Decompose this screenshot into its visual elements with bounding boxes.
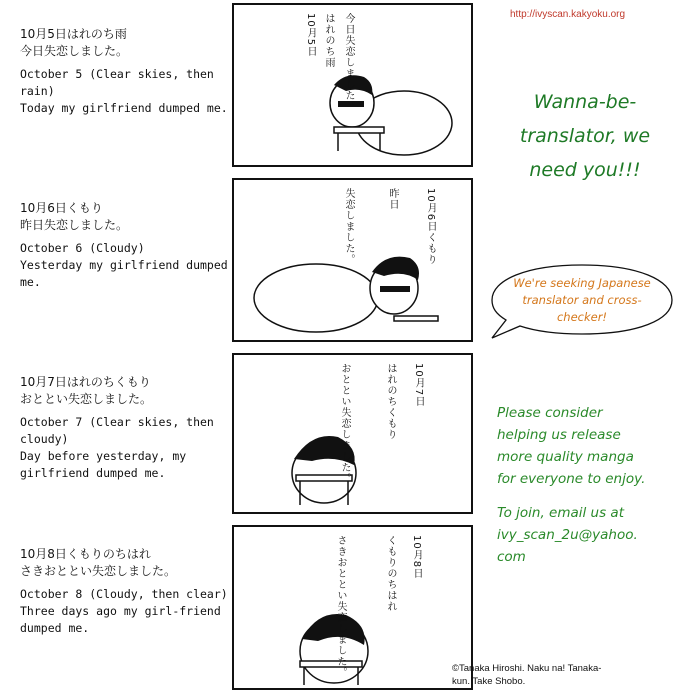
panel-text-left: 今日失恋しました。 xyxy=(343,13,354,112)
bubble-text xyxy=(502,275,662,326)
panel-illustration xyxy=(234,355,471,512)
panel-illustration xyxy=(234,527,471,688)
caption-jp-line: さきおととい失恋しました。 xyxy=(20,564,177,578)
bubble-line: checker! xyxy=(556,310,608,324)
recruit-heading xyxy=(510,85,660,187)
email-link[interactable] xyxy=(497,524,697,568)
manga-panel-2 xyxy=(232,178,473,342)
panel-text-right: 10月5日 xyxy=(305,13,316,58)
panel-text-left: 失恋しました。 xyxy=(343,188,354,265)
caption-oct5 xyxy=(20,26,235,117)
caption-en xyxy=(20,240,235,291)
caption-en-line: Three days ago my girl-friend dumped me. xyxy=(20,604,221,635)
caption-jp-line: おととい失恋しました。 xyxy=(20,392,153,406)
manga-panel-1 xyxy=(232,3,473,167)
caption-en-line: October 6 (Cloudy) xyxy=(20,241,145,255)
panel-text-left: さきおととい失恋しました。 xyxy=(335,535,346,678)
panel-text-mid: くもりのちはれ xyxy=(385,535,396,612)
panel-text-right: 10月7日 xyxy=(413,363,424,408)
plea-line: for everyone to enjoy. xyxy=(497,471,646,487)
manga-panel-3 xyxy=(232,353,473,514)
recruit-line: translator, we xyxy=(519,125,651,147)
panel-text-right: 10月8日 xyxy=(411,535,422,580)
panel-text-right: 10月6日くもり xyxy=(425,188,436,266)
caption-en xyxy=(20,414,235,482)
copyright-credit xyxy=(452,662,692,688)
caption-jp-line: 今日失恋しました。 xyxy=(20,44,129,58)
plea-line: Please consider xyxy=(497,405,603,421)
recruit-line: Wanna-be- xyxy=(533,91,637,113)
caption-jp-line: 10月5日はれのち雨 xyxy=(20,27,127,41)
email-line[interactable]: com xyxy=(497,549,526,565)
bubble-line: translator and cross- xyxy=(522,293,642,307)
caption-en xyxy=(20,586,235,637)
panel-text-mid: はれのち雨 xyxy=(323,13,334,68)
panel-text-mid: 昨日 xyxy=(387,188,398,210)
recruit-line: need you!!! xyxy=(529,159,641,181)
site-url[interactable]: http://ivyscan.kakyoku.org xyxy=(510,9,626,20)
credit-line: ©Tanaka Hiroshi. Naku na! Tanaka- xyxy=(452,663,602,674)
bubble-line: We're seeking Japanese xyxy=(513,276,651,290)
caption-jp-line: 10月7日はれのちくもり xyxy=(20,375,151,389)
manga-panel-4 xyxy=(232,525,473,690)
caption-oct8 xyxy=(20,546,235,637)
caption-en-line: October 5 (Clear skies, then rain) xyxy=(20,67,214,98)
plea-line: more quality manga xyxy=(497,449,634,465)
caption-en-line: Day before yesterday, my girlfriend dumped me. xyxy=(20,449,187,480)
panel-text-mid: はれのちくもり xyxy=(385,363,396,440)
join-line: To join, email us at xyxy=(497,505,624,521)
caption-jp xyxy=(20,374,235,408)
email-line[interactable]: ivy_scan_2u@yahoo. xyxy=(497,527,638,543)
caption-jp-line: 昨日失恋しました。 xyxy=(20,218,129,232)
plea-text xyxy=(497,402,697,568)
caption-jp-line: 10月6日くもり xyxy=(20,201,103,215)
caption-en xyxy=(20,66,235,117)
credit-line: kun. Take Shobo. xyxy=(452,676,526,687)
panel-text-left: おととい失恋しました。 xyxy=(339,363,350,484)
speech-bubble xyxy=(488,262,676,340)
caption-jp xyxy=(20,546,235,580)
caption-en-line: Today my girlfriend dumped me. xyxy=(20,101,228,115)
caption-jp-line: 10月8日くもりのちはれ xyxy=(20,547,151,561)
caption-en-line: October 8 (Cloudy, then clear) xyxy=(20,587,228,601)
caption-en-line: October 7 (Clear skies, then cloudy) xyxy=(20,415,214,446)
caption-oct6 xyxy=(20,200,235,291)
plea-line: helping us release xyxy=(497,427,621,443)
caption-en-line: Yesterday my girlfriend dumped me. xyxy=(20,258,228,289)
caption-oct7 xyxy=(20,374,235,482)
caption-jp xyxy=(20,200,235,234)
caption-jp xyxy=(20,26,235,60)
